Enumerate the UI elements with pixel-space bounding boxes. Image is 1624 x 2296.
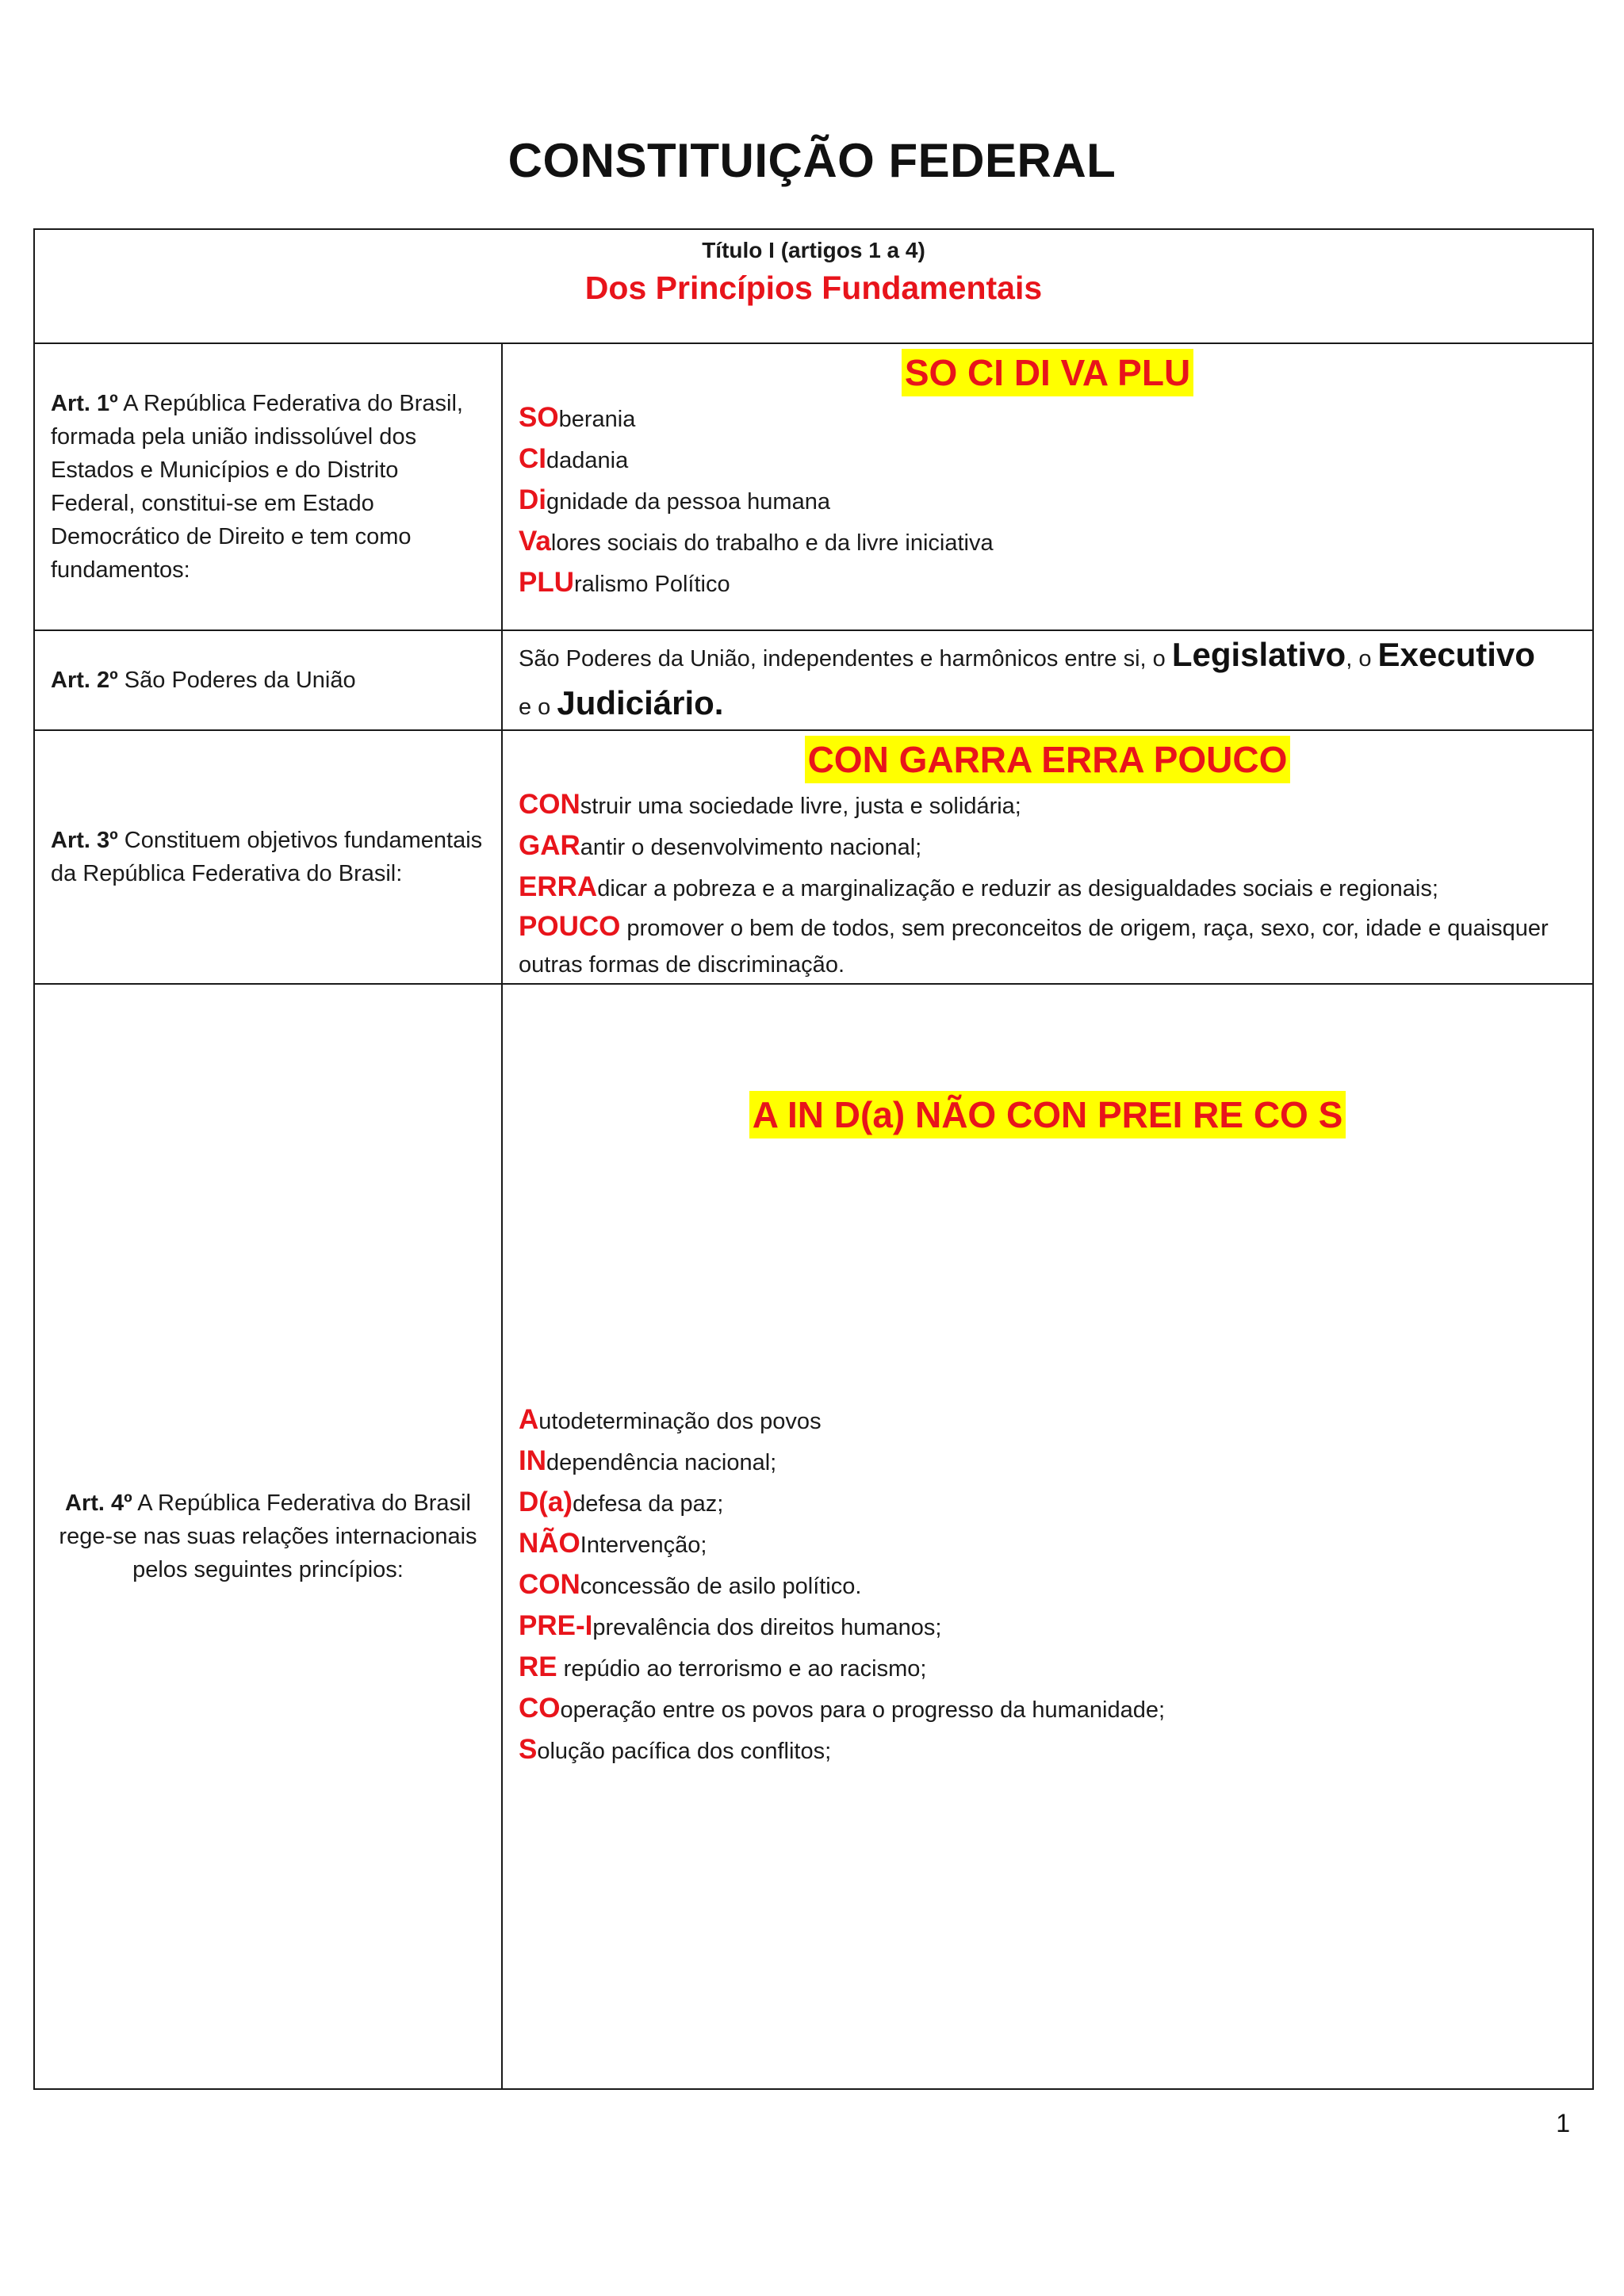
mnemonic-art4: A IN D(a) NÃO CON PREI RE CO S — [749, 1091, 1346, 1138]
article-row-4 — [34, 984, 1593, 2089]
article-3-label: Art. 3º — [51, 828, 118, 853]
list-item: INdependência nacional; — [519, 1445, 777, 1476]
mnemonic-art1: SO CI DI VA PLU — [902, 349, 1193, 396]
list-item: Solução pacífica dos conflitos; — [519, 1734, 832, 1765]
titulo-subtitle: Título I (artigos 1 a 4) — [702, 238, 925, 262]
executivo-text: Executivo — [1377, 636, 1535, 673]
article-2-label: Art. 2º — [51, 668, 118, 693]
list-item: NÃOIntervenção; — [519, 1528, 707, 1559]
list-item: PRE-Iprevalência dos direitos humanos; — [519, 1610, 942, 1641]
article-row-3 — [34, 730, 1593, 984]
legislativo-text: Legislativo — [1171, 636, 1346, 673]
page-number: 1 — [1556, 2109, 1570, 2137]
article-1-text: A República Federativa do Brasil, formada pela união indissolúvel dos Estados e Municípios e do Distrito Federal, constitui-se em Estado Democrático de Direito e tem como fundamentos: — [51, 391, 463, 583]
article-row-2 — [34, 630, 1593, 730]
list-item: CIdadania — [519, 443, 629, 474]
article-1-cell — [34, 343, 502, 630]
list-item: CONconcessão de asilo político. — [519, 1569, 862, 1600]
article-2-text: São Poderes da União — [117, 668, 356, 693]
article-3-content — [502, 730, 1593, 984]
article-4-text: A República Federativa do Brasil rege-se nas suas relações internacionais pelos seguintes princípios: — [59, 1490, 477, 1582]
article-4-content — [502, 984, 1593, 2089]
list-item: Dignidade da pessoa humana — [519, 484, 830, 515]
article-3-cell — [34, 730, 502, 984]
list-item: RE repúdio ao terrorismo e ao racismo; — [519, 1651, 927, 1682]
list-item: PLUralismo Político — [519, 567, 730, 598]
list-item: SOberania — [519, 402, 636, 433]
list-item: D(a)defesa da paz; — [519, 1487, 724, 1517]
list-item: POUCO promover o bem de todos, sem preconceitos de origem, raça, sexo, cor, idade e quaisquer outras formas de discriminação. — [519, 911, 1549, 978]
table-header-row — [34, 229, 1593, 343]
article-row-1 — [34, 343, 1593, 630]
article-3-text: Constituem objetivos fundamentais da República Federativa do Brasil: — [51, 828, 483, 886]
article-1-content — [502, 343, 1593, 630]
document-title: CONSTITUIÇÃO FEDERAL — [508, 134, 1116, 187]
judiciario-text: Judiciário. — [557, 684, 724, 721]
list-item: CONstruir uma sociedade livre, justa e solidária; — [519, 789, 1021, 820]
list-item: ERRAdicar a pobreza e a marginalização e reduzir as desigualdades sociais e regionais; — [519, 871, 1438, 902]
article-4-label: Art. 4º — [65, 1490, 132, 1516]
titulo-title: Dos Princípios Fundamentais — [584, 270, 1043, 306]
article-2-cell — [34, 630, 502, 730]
article-2-content: São Poderes da União, independentes e harmônicos entre si, o Legislativo, o Executivo e o Judiciário. — [502, 630, 1593, 730]
list-item: COoperação entre os povos para o progresso da humanidade; — [519, 1693, 1166, 1724]
article-1-label: Art. 1º — [51, 391, 118, 416]
table-header-cell — [34, 229, 1593, 343]
mnemonic-art3: CON GARRA ERRA POUCO — [805, 736, 1291, 783]
list-item: Valores sociais do trabalho e da livre iniciativa — [519, 526, 994, 557]
article-4-cell — [34, 984, 502, 2089]
list-item: Autodeterminação dos povos — [519, 1404, 822, 1435]
list-item: GARantir o desenvolvimento nacional; — [519, 830, 922, 861]
constitution-table — [33, 228, 1594, 2090]
